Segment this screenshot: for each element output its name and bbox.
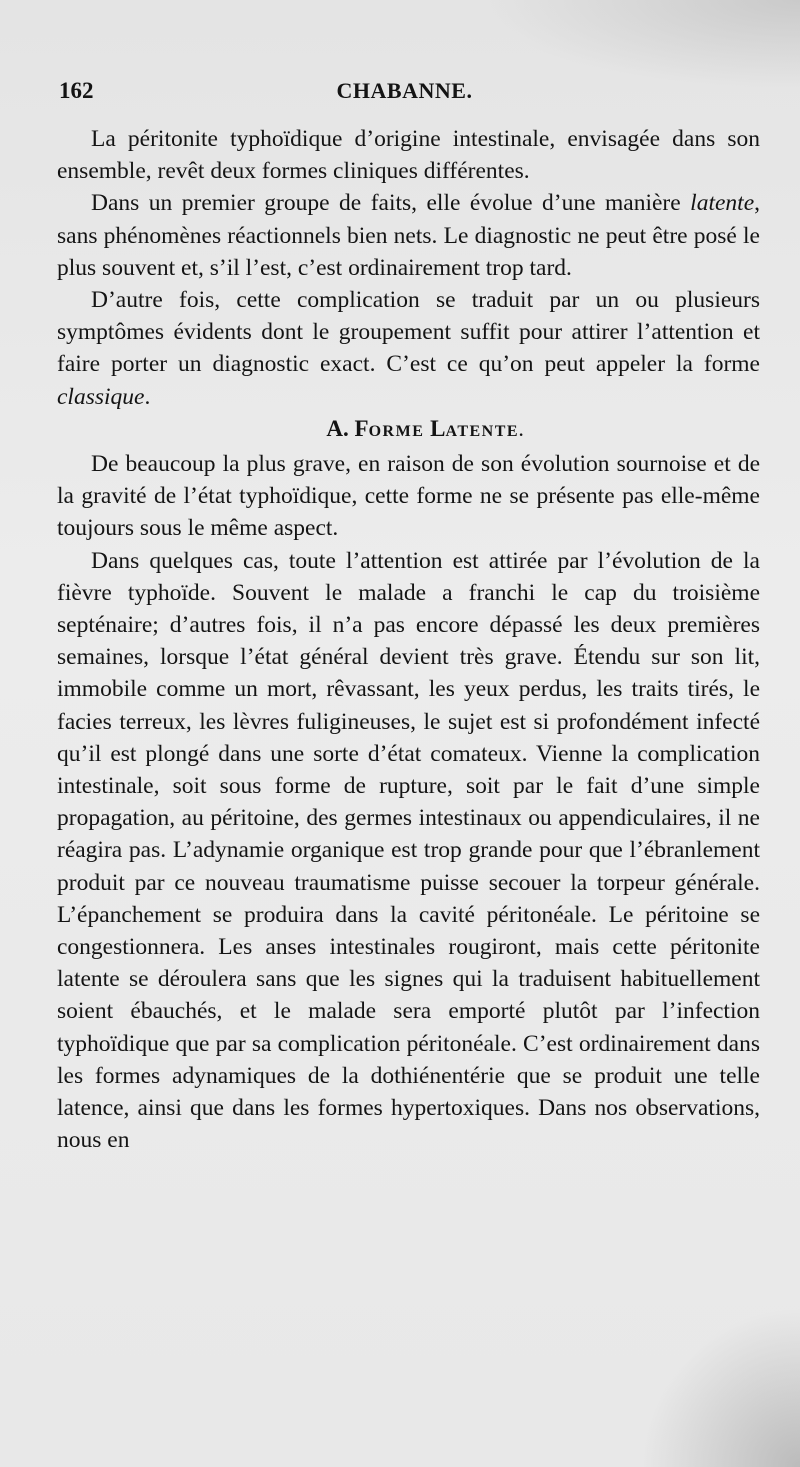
- italic-term-classique: classique: [57, 383, 145, 410]
- paragraph-5: [57, 545, 760, 1157]
- paragraph-text: D’autre fois, cette complication se traduit par un ou plusieurs symptômes évidents dont le groupement suffit pour attirer l’attention et faire porter un diagnostic exact. C’est ce qu’on peut appeler la forme: [57, 287, 760, 378]
- paragraph-text: Dans quelques cas, toute l’attention est attirée par l’évolution de la fièvre typhoïde. Souvent le malade a franchi le cap du troisième septénaire; d’autres fois, il n’a pas encore dépassé les deux premières semaines, lorsque l’état général devient très grave. Étendu sur son lit, immobile comme un mort, rêvassant, les yeux perdus, les traits tirés, le facies terreux, les lèvres fuligineuses, le sujet est si profondément infecté qu’il est plongé dans une sorte d’état comateux. Vienne la complication intestinale, soit sous forme de rupture, soit par le fait d’une simple propagation, au péritoine, des germes intestinaux ou appendiculaires, il ne réagira pas. L’adynamie organique est trop grande pour que l’ébranlement produit par ce nouveau traumatisme puisse secouer la torpeur générale. L’épanchement se produira dans la cavité péritonéale. Le péritoine se congestionnera. Les anses intestinales rougiront, mais cette péritonite latente se déroulera sans que les signes qui la traduisent habituellement soient ébauchés, et le malade sera emporté plutôt par l’infection typhoïdique que par sa complication péritonéale. C’est ordinairement dans les formes adynamiques de la dothiénentérie que se produit une telle latence, ainsi que dans les formes hypertoxiques. Dans nos observations, nous en: [57, 547, 760, 1154]
- section-title-text: FORME LATENTE.: [354, 415, 525, 441]
- page-number: 162: [59, 78, 94, 103]
- paragraph-4: [57, 448, 760, 545]
- page-shadow-top: [480, 0, 800, 90]
- paragraph-1: [57, 123, 760, 187]
- paragraph-text: , sans phénomènes réactionnels bien nets. Le diagnostic ne peut être posé le plus souvent et, s’il l’est, c’est ordinairement trop tard.: [57, 190, 760, 281]
- paragraph-text: De beaucoup la plus grave, en raison de son évolution sournoise et de la gravité de l’état typhoïdique, cette forme ne se présente pas elle-même toujours sous le même aspect.: [57, 451, 760, 542]
- paragraph-text: .: [144, 383, 151, 410]
- paragraph-text: Dans un premier groupe de faits, elle évolue d’une manière: [91, 190, 691, 217]
- section-heading: [57, 413, 760, 448]
- page-body: [57, 123, 760, 1157]
- page-shadow-bottom: [640, 1307, 800, 1467]
- running-head: CHABANNE.: [336, 78, 473, 103]
- section-letter: A.: [326, 415, 349, 441]
- paragraph-2: [57, 187, 760, 284]
- paragraph-text: La péritonite typhoïdique d’origine intestinale, envisagée dans son ensemble, revêt deux formes cliniques différentes.: [57, 126, 760, 185]
- paragraph-3: [57, 284, 760, 413]
- page-header: [57, 78, 752, 112]
- italic-term-latente: latente: [690, 190, 755, 217]
